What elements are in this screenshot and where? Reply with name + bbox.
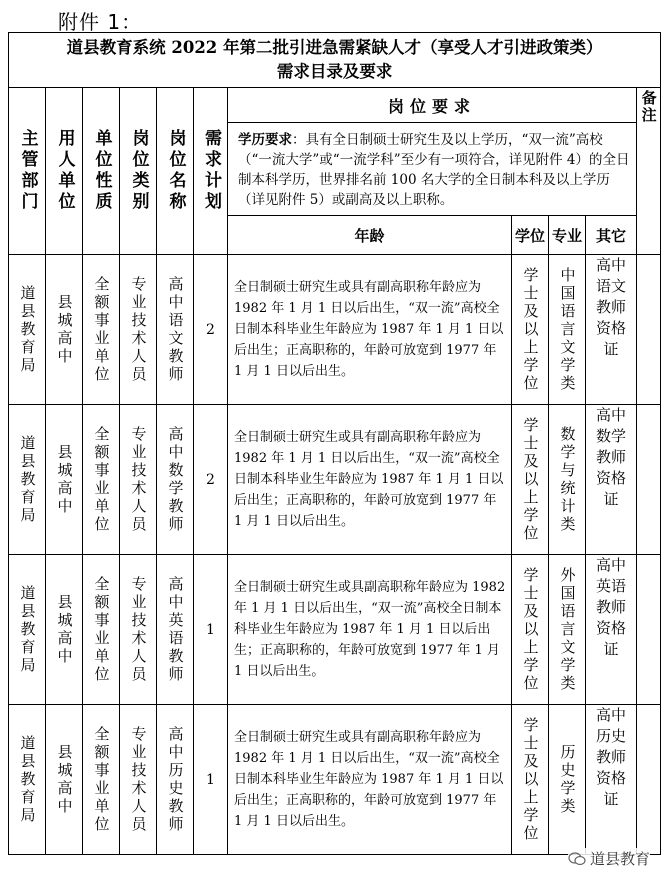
cell-remark: [637, 705, 661, 855]
cell-age: 全日制硕士研究生或具有副高职称年龄应为 1982 年 1 月 1 日以后出生，“双一流”高校全日制本科毕业生年龄应为 1987 年 1 月 1 日以后出生；正高职称的，年龄可放宽到 1977 年 1 月 1 日以后出生。: [228, 255, 512, 405]
cell-post-type: 专业技术人员: [120, 405, 157, 555]
title-line-1: 道县教育系统 2022 年第二批引进急需紧缺人才（享受人才引进政策类）: [66, 38, 603, 57]
header-post-name: 岗位名称: [157, 88, 194, 255]
cell-post-type: 专业技术人员: [120, 255, 157, 405]
cell-degree: 学士及以上学位: [512, 255, 549, 405]
education-requirement: [228, 123, 637, 216]
cell-age: 全日制硕士研究生或具有副高职称年龄应为 1982 年 1 月 1 日以后出生，“双一流”高校全日制本科毕业生年龄应为 1987 年 1 月 1 日以后出生；正高职称的，年龄可放宽到 1977 年 1 月 1 日以后出生。: [228, 405, 512, 555]
cell-other: 高中数学教师资格证: [586, 405, 637, 555]
header-degree: 学位: [512, 216, 549, 255]
cell-plan: 1: [194, 705, 228, 855]
cell-plan: 2: [194, 405, 228, 555]
cell-post-name: 高中数学教师: [157, 405, 194, 555]
watermark-text: 道县教育: [589, 850, 650, 868]
cell-degree: 学士及以上学位: [512, 405, 549, 555]
cell-post-name: 高中英语教师: [157, 555, 194, 705]
cell-employer: 县城高中: [46, 405, 83, 555]
cell-unit-nature: 全额事业单位: [83, 405, 120, 555]
cell-unit-nature: 全额事业单位: [83, 705, 120, 855]
cell-dept: 道县教育局: [9, 405, 46, 555]
header-major: 专业: [549, 216, 586, 255]
table-row: [9, 405, 661, 555]
cell-employer: 县城高中: [46, 705, 83, 855]
cell-post-name: 高中历史教师: [157, 705, 194, 855]
cell-remark: [637, 555, 661, 705]
header-post-type: 岗位类别: [120, 88, 157, 255]
header-employer: 用人单位: [46, 88, 83, 255]
cell-dept: 道县教育局: [9, 705, 46, 855]
cell-unit-nature: 全额事业单位: [83, 555, 120, 705]
cell-major: 中国语言文学类: [549, 255, 586, 405]
cell-other: 高中英语教师资格证: [586, 555, 637, 705]
cell-remark: [637, 255, 661, 405]
wechat-watermark: [568, 848, 650, 869]
cell-employer: 县城高中: [46, 555, 83, 705]
table-row: [9, 705, 661, 855]
cell-dept: 道县教育局: [9, 555, 46, 705]
cell-remark: [637, 405, 661, 555]
header-requirements: 岗位要求: [228, 88, 637, 123]
education-text: ：具有全日制硕士研究生及以上学历，“双一流”高校（“一流大学”或“一流学科”至少有一项符合，详见附件 4）的全日制本科学历，世界排名前 100 名大学的全日制本科及以上学历（详见附件 5）或副高及以上职称。: [238, 132, 630, 208]
wechat-icon: [568, 852, 586, 866]
cell-age: 全日制硕士研究生或具副高职称年龄应为 1982 年 1 月 1 日以后出生，“双一流”高校全日制本科毕业生年龄应为 1987 年 1 月 1 日以后出生；正高职称的，年龄可放宽到 1977 年 1 月 1 日以后出生。: [228, 555, 512, 705]
cell-other: 高中语文教师资格证: [586, 255, 637, 405]
cell-employer: 县城高中: [46, 255, 83, 405]
cell-degree: 学士及以上学位: [512, 555, 549, 705]
cell-post-type: 专业技术人员: [120, 555, 157, 705]
header-plan: 需求计划: [194, 88, 228, 255]
cell-other: 高中历史教师资格证: [586, 705, 637, 855]
table-row: [9, 555, 661, 705]
education-label: 学历要求: [238, 132, 292, 148]
header-remarks: 备注: [637, 88, 661, 255]
cell-post-name: 高中语文教师: [157, 255, 194, 405]
cell-major: 外国语言文学类: [549, 555, 586, 705]
cell-post-type: 专业技术人员: [120, 705, 157, 855]
title-line-2: 需求目录及要求: [276, 62, 393, 81]
cell-unit-nature: 全额事业单位: [83, 255, 120, 405]
header-age: 年龄: [228, 216, 512, 255]
cell-major: 历史学类: [549, 705, 586, 855]
header-other: 其它: [586, 216, 637, 255]
table-row: [9, 255, 661, 405]
requirements-table: [8, 32, 661, 855]
attachment-label: 附件 1：: [58, 10, 143, 34]
cell-plan: 1: [194, 555, 228, 705]
header-dept: 主管部门: [9, 88, 46, 255]
cell-major: 数学与统计类: [549, 405, 586, 555]
cell-degree: 学士及以上学位: [512, 705, 549, 855]
table-title: [9, 33, 661, 88]
header-unit-nature: 单位性质: [83, 88, 120, 255]
cell-plan: 2: [194, 255, 228, 405]
cell-dept: 道县教育局: [9, 255, 46, 405]
cell-age: 全日制硕士研究生或具有副高职称年龄应为 1982 年 1 月 1 日以后出生，“双一流”高校全日制本科毕业生年龄应为 1987 年 1 月 1 日以后出生；正高职称的，年龄可放宽到 1977 年 1 月 1 日以后出生。: [228, 705, 512, 855]
